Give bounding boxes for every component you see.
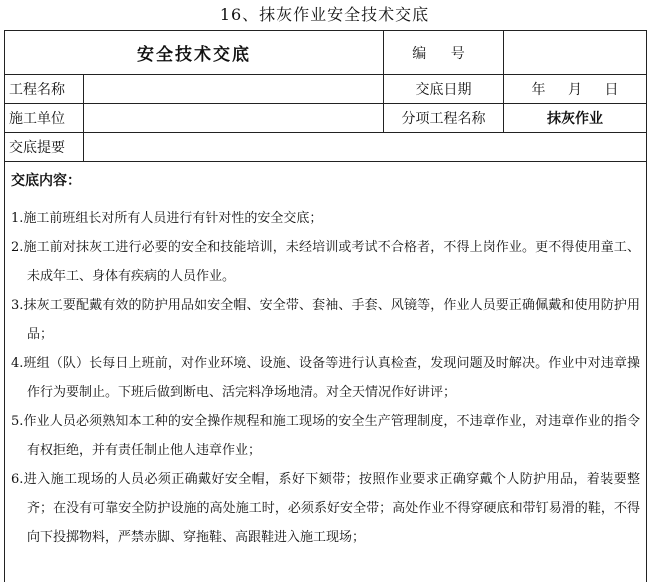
summary-value — [84, 133, 647, 162]
summary-row — [5, 133, 647, 162]
construction-unit-value — [84, 104, 384, 133]
sub-project-label: 分项工程名称 — [384, 104, 504, 133]
construction-unit-row — [5, 104, 647, 133]
list-item: 4.班组（队）长每日上班前，对作业环境、设施、设备等进行认真检查，发现问题及时解决。作业中对违章操作行为要制止。下班后做到断电、活完料净场地清。对全天情况作好讲评； — [11, 349, 640, 407]
document-title: 16、抹灰作业安全技术交底 — [0, 0, 649, 30]
sheet-title: 安全技术交底 — [5, 31, 384, 75]
content-items — [5, 204, 646, 552]
number-value — [504, 31, 647, 75]
content-row — [5, 162, 647, 582]
form-header-row — [5, 31, 647, 75]
project-name-label: 工程名称 — [5, 75, 84, 104]
list-item: 2.施工前对抹灰工进行必要的安全和技能培训，未经培训或考试不合格者，不得上岗作业。更不得使用童工、未成年工、身体有疾病的人员作业。 — [11, 233, 640, 291]
handover-form — [4, 30, 647, 582]
construction-unit-label: 施工单位 — [5, 104, 84, 133]
number-label: 编 号 — [384, 31, 504, 75]
list-item: 6.进入施工现场的人员必须正确戴好安全帽，系好下颏带；按照作业要求正确穿戴个人防护用品，着装要整齐；在没有可靠安全防护设施的高处施工时，必须系好安全带；高处作业不得穿硬底和带钉易滑的鞋，不得向下投掷物料，严禁赤脚、穿拖鞋、高跟鞋进入施工现场； — [11, 465, 640, 552]
content-heading: 交底内容： — [11, 170, 646, 192]
project-name-row — [5, 75, 647, 104]
list-item: 5.作业人员必须熟知本工种的安全操作规程和施工现场的安全生产管理制度，不违章作业，对违章作业的指令有权拒绝，并有责任制止他人违章作业； — [11, 407, 640, 465]
list-item: 3.抹灰工要配戴有效的防护用品如安全帽、安全带、套袖、手套、风镜等，作业人员要正确佩戴和使用防护用品； — [11, 291, 640, 349]
content-cell — [5, 162, 647, 582]
sub-project-value: 抹灰作业 — [504, 104, 647, 133]
project-name-value — [84, 75, 384, 104]
list-item: 1.施工前班组长对所有人员进行有针对性的安全交底； — [11, 204, 640, 233]
summary-label: 交底提要 — [5, 133, 84, 162]
handover-date-label: 交底日期 — [384, 75, 504, 104]
handover-date-value: 年 月 日 — [504, 75, 647, 104]
